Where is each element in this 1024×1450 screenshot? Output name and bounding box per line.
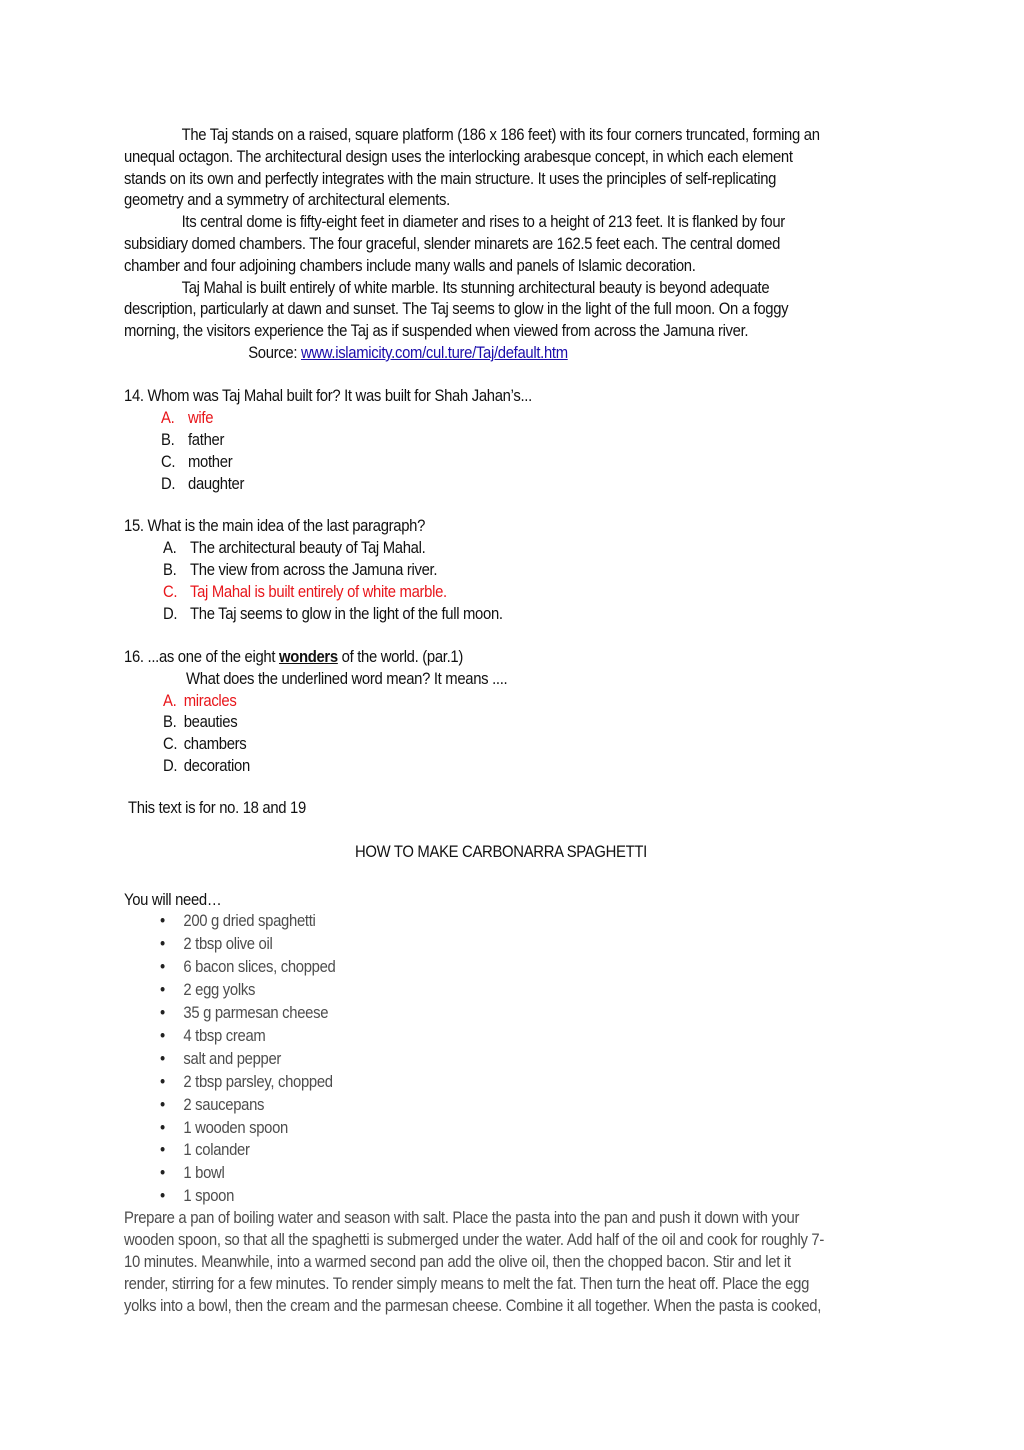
- need-label: [124, 889, 232, 911]
- passage-line: description, particularly at dawn and sunset. The Taj seems to glow in the light of the full moon. On a foggy: [124, 300, 789, 319]
- bullet-icon: •: [160, 958, 165, 976]
- option-letter: D.: [163, 605, 178, 623]
- source-link[interactable]: www.islamicity.com/cul.ture/Taj/default.htm: [300, 343, 568, 362]
- question-16-subtext: What does the underlined word mean? It means ....: [186, 670, 508, 688]
- option-letter: C.: [161, 453, 176, 471]
- ingredient-item: [160, 1071, 352, 1094]
- q15-option-a: [163, 537, 455, 559]
- q14-option-d: [161, 473, 253, 495]
- q16-option-b: [163, 711, 246, 733]
- option-text: miracles: [183, 692, 237, 710]
- q15-option-d: [163, 603, 540, 625]
- passage-line: The Taj stands on a raised, square platform (186 x 186 feet) with its four corners truncated, forming an: [181, 126, 820, 144]
- question-15: [124, 515, 459, 537]
- ingredient-text: 6 bacon slices, chopped: [183, 958, 336, 976]
- bullet-icon: •: [160, 1004, 165, 1022]
- question-16: [124, 646, 501, 668]
- option-letter: C.: [163, 735, 178, 753]
- passage-line: chamber and four adjoining chambers include many walls and panels of Islamic decoration.: [124, 256, 696, 275]
- method-line: [124, 1207, 874, 1229]
- option-text: Taj Mahal is built entirely of white marble.: [190, 583, 447, 601]
- option-letter: D.: [161, 475, 176, 493]
- method-line: [124, 1229, 902, 1251]
- ingredient-text: 1 colander: [183, 1141, 250, 1159]
- question-14: [124, 385, 577, 407]
- passage-line: Taj Mahal is built entirely of white marble. Its stunning architectural beauty is beyond adequate: [181, 278, 770, 297]
- method-text: render, stirring for a few minutes. To render simply means to melt the fat. Then turn the heat off. Place the egg: [124, 1275, 810, 1293]
- ingredient-item: [160, 1162, 232, 1185]
- q14-option-a: [161, 407, 219, 429]
- question-14-text: 14. Whom was Taj Mahal built for? It was built for Shah Jahan’s...: [124, 387, 532, 405]
- method-line: [124, 1295, 898, 1317]
- option-text: The Taj seems to glow in the light of the full moon.: [190, 605, 503, 623]
- ingredient-text: 2 tbsp parsley, chopped: [183, 1073, 333, 1091]
- intro-note: [128, 797, 326, 819]
- option-letter: A.: [163, 539, 177, 557]
- option-letter: B.: [161, 431, 175, 449]
- bullet-icon: •: [160, 1027, 165, 1045]
- q15-option-b: [163, 559, 468, 581]
- passage-line: unequal octagon. The architectural design uses the interlocking arabesque concept, in which each element: [124, 147, 793, 166]
- bullet-icon: •: [160, 1050, 165, 1068]
- q16-option-c: [163, 733, 256, 755]
- option-text: daughter: [188, 475, 245, 493]
- ingredient-text: 2 tbsp olive oil: [183, 935, 273, 953]
- option-text: The view from across the Jamuna river.: [190, 561, 438, 579]
- option-text: chambers: [183, 735, 247, 753]
- bullet-icon: •: [160, 935, 165, 953]
- q15-option-c: [163, 581, 478, 603]
- source-label: Source:: [248, 343, 301, 362]
- question-15-text: 15. What is the main idea of the last paragraph?: [124, 517, 426, 535]
- ingredient-item: [160, 1139, 260, 1162]
- source-line: [124, 343, 889, 365]
- recipe-title-text: HOW TO MAKE CARBONARRA SPAGHETTI: [355, 843, 647, 861]
- question-16-suffix: of the world. (par.1): [337, 648, 463, 666]
- option-letter: D.: [163, 757, 178, 775]
- option-letter: C.: [163, 583, 178, 601]
- q16-option-d: [163, 755, 260, 777]
- ingredient-item: [160, 956, 355, 979]
- ingredient-text: 1 spoon: [183, 1187, 235, 1205]
- method-line: [124, 1273, 885, 1295]
- bullet-icon: •: [160, 1141, 165, 1159]
- bullet-icon: •: [160, 1119, 165, 1137]
- option-text: beauties: [183, 713, 238, 731]
- ingredient-text: 35 g parmesan cheese: [183, 1004, 329, 1022]
- ingredient-item: [160, 1117, 302, 1140]
- method-line: [124, 1251, 865, 1273]
- passage-line: Its central dome is fifty-eight feet in diameter and rises to a height of 213 feet. It is flanked by four: [181, 213, 785, 232]
- question-16-prefix: 16. ...as one of the eight: [124, 648, 279, 666]
- passage-line: geometry and a symmetry of architectural elements.: [124, 191, 450, 210]
- ingredient-item: [160, 910, 333, 933]
- method-text: Prepare a pan of boiling water and season with salt. Place the pasta into the pan and push it down with your: [124, 1209, 800, 1227]
- method-text: wooden spoon, so that all the spaghetti is submerged under the water. Add half of the oil and cook for roughly 7-: [124, 1231, 824, 1249]
- option-text: The architectural beauty of Taj Mahal.: [190, 539, 426, 557]
- bullet-icon: •: [160, 1164, 165, 1182]
- ingredient-text: salt and pepper: [183, 1050, 282, 1068]
- underlined-word: wonders: [278, 648, 338, 666]
- q16-option-a: [163, 690, 245, 712]
- option-letter: A.: [163, 692, 177, 710]
- option-text: father: [188, 431, 225, 449]
- ingredient-text: 1 wooden spoon: [183, 1119, 288, 1137]
- option-text: decoration: [183, 757, 250, 775]
- ingredient-item: [160, 1185, 242, 1208]
- method-text: 10 minutes. Meanwhile, into a warmed second pan add the olive oil, then the chopped bacon. Stir and let it: [124, 1253, 791, 1271]
- ingredient-item: [160, 1048, 295, 1071]
- option-letter: A.: [161, 409, 175, 427]
- bullet-icon: •: [160, 1096, 165, 1114]
- q14-option-b: [161, 429, 231, 451]
- ingredient-text: 200 g dried spaghetti: [183, 912, 316, 930]
- intro-note-text: This text is for no. 18 and 19: [128, 799, 306, 817]
- bullet-icon: •: [160, 912, 165, 930]
- ingredient-item: [160, 933, 285, 956]
- bullet-icon: •: [160, 1073, 165, 1091]
- passage-line: stands on its own and perfectly integrates with the main structure. It uses the principles of self-replicating: [124, 169, 777, 188]
- ingredient-text: 2 egg yolks: [183, 981, 256, 999]
- ingredient-text: 2 saucepans: [183, 1096, 265, 1114]
- question-16-sub: [186, 668, 543, 690]
- bullet-icon: •: [160, 1187, 165, 1205]
- option-letter: B.: [163, 713, 177, 731]
- ingredient-item: [160, 1025, 277, 1048]
- bullet-icon: •: [160, 981, 165, 999]
- ingredient-item: [160, 979, 266, 1002]
- passage-line: morning, the visitors experience the Taj as if suspended when viewed from across the Jamuna river.: [124, 322, 749, 341]
- ingredient-text: 1 bowl: [183, 1164, 225, 1182]
- ingredient-text: 4 tbsp cream: [183, 1027, 266, 1045]
- ingredient-item: [160, 1094, 276, 1117]
- need-label-text: You will need…: [124, 891, 222, 909]
- option-letter: B.: [163, 561, 177, 579]
- passage-line: subsidiary domed chambers. The four graceful, slender minarets are 162.5 feet each. The central domed: [124, 234, 781, 253]
- method-text: yolks into a bowl, then the cream and the parmesan cheese. Combine it all together. When the pasta is cooked,: [124, 1297, 822, 1315]
- option-text: mother: [188, 453, 233, 471]
- q14-option-c: [161, 451, 240, 473]
- passage: [124, 125, 974, 365]
- option-text: wife: [188, 409, 214, 427]
- ingredient-item: [160, 1002, 347, 1025]
- recipe-title: [355, 841, 679, 863]
